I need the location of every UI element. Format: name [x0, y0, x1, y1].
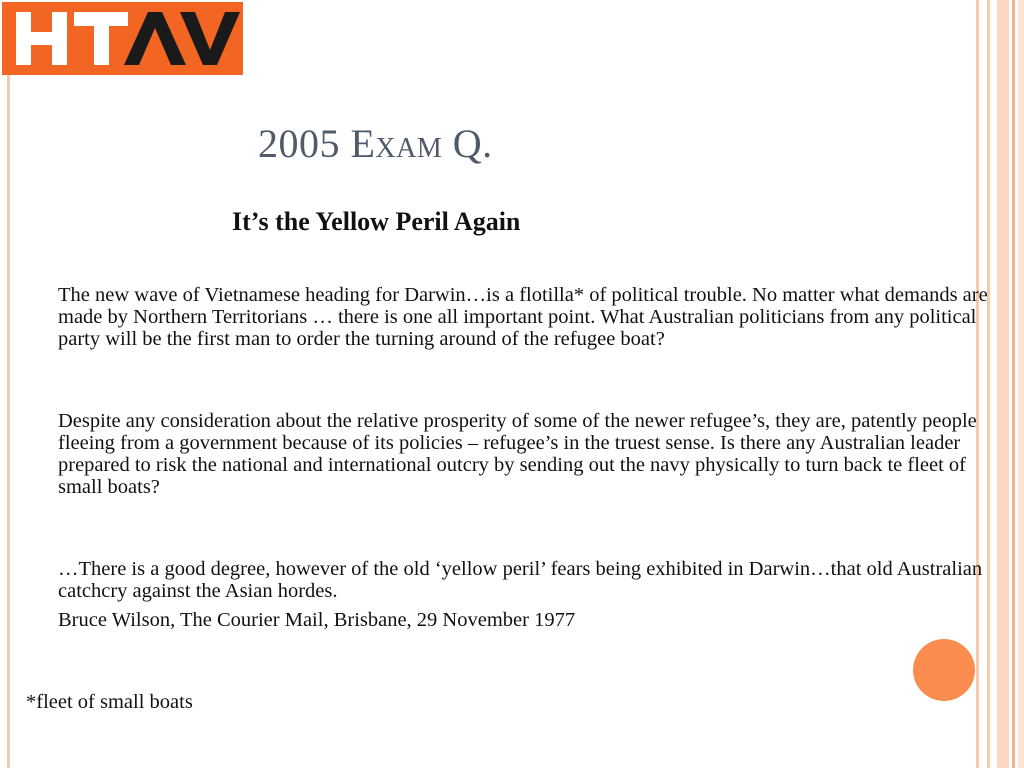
htav-logo-mark	[2, 2, 243, 75]
left-divider-line	[7, 75, 10, 768]
right-decorative-stripes	[976, 0, 1024, 768]
quote-paragraph-3: …There is a good degree, however of the old ‘yellow peril’ fears being exhibited in Darwin…that old Australian catchcry against the Asian hordes.	[58, 558, 983, 602]
quote-paragraph-2: Despite any consideration about the relative prosperity of some of the newer refugee’s, they are, patently people fleeing from a government because of its policies – refugee’s in the truest sense. Is there any Australian leader prepared to risk the national and international outcry by sending out the navy physically to turn back te fleet of small boats?	[58, 410, 977, 498]
quote-paragraph-1: The new wave of Vietnamese heading for Darwin…is a flotilla* of political trouble. No matter what demands are made by Northern Territorians … there is one all important point. What Australian politicians from any political party will be the first man to order the turning around of the refugee boat?	[58, 284, 988, 350]
quote-source: Bruce Wilson, The Courier Mail, Brisbane, 29 November 1977	[58, 609, 576, 631]
slide-title: 2005 Exam Q.	[258, 121, 493, 166]
decorative-circle	[913, 639, 975, 701]
htav-logo	[2, 2, 243, 75]
slide-subtitle: It’s the Yellow Peril Again	[232, 207, 521, 236]
footnote: *fleet of small boats	[26, 691, 193, 713]
